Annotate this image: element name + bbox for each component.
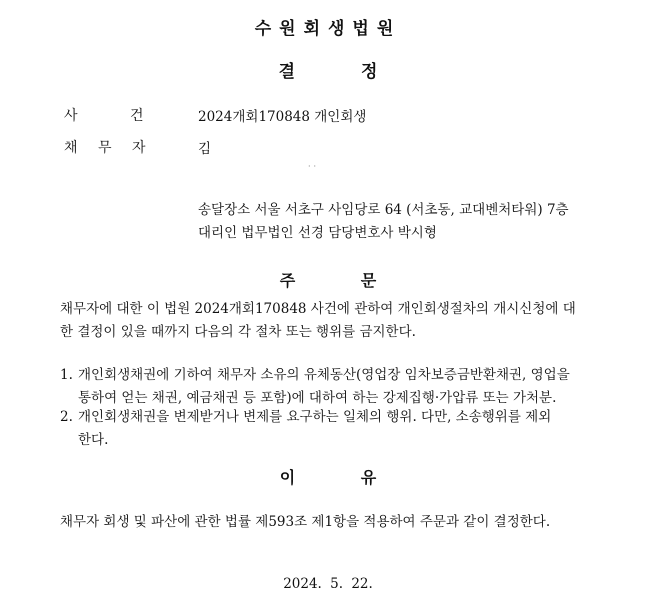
- delivery-address: 송달장소 서울 서초구 사임당로 64 (서초동, 교대벤처타워) 7층: [198, 202, 569, 218]
- debtor-name: 김: [198, 141, 212, 157]
- order-item-text: 개인회생채권에 기하여 채무자 소유의 유체동산(영업장 임차보증금반환채권, 영업을: [78, 367, 570, 383]
- case-number: 2024개회170848 개인회생: [198, 109, 367, 125]
- decision-date: 2024. 5. 22.: [283, 576, 373, 592]
- order-item-2-continuation: 한다.: [78, 432, 109, 448]
- order-intro-line-1: 채무자에 대한 이 법원 2024개회170848 사건에 관하여 개인회생절차의 개시신청에 대: [60, 301, 576, 317]
- debtor-label: 채 무 자: [64, 140, 146, 156]
- case-label: 사 건: [64, 108, 144, 124]
- order-item-number: 1.: [60, 367, 73, 383]
- reason-heading: 이 유: [279, 468, 377, 487]
- document-type-title: 결 정: [278, 62, 378, 82]
- order-item-2: [60, 406, 551, 429]
- court-name: 수원회생법원: [254, 19, 402, 39]
- order-item-1-continuation: 통하여 얻는 채권, 예금채권 등 포함)에 대하여 하는 강제집행·가압류 또는 가처분.: [78, 390, 557, 406]
- order-item-1: [60, 364, 570, 387]
- order-intro-line-2: 한 결정이 있을 때까지 다음의 각 절차 또는 행위를 금지한다.: [60, 324, 416, 340]
- reason-text: 채무자 회생 및 파산에 관한 법률 제593조 제1항을 적용하여 주문과 같이 결정한다.: [60, 514, 551, 530]
- order-heading: 주 문: [279, 271, 377, 290]
- redaction-mark: ··: [308, 162, 320, 171]
- order-item-text: 개인회생채권을 변제받거나 변제를 요구하는 일체의 행위. 다만, 소송행위를 제외: [78, 409, 552, 425]
- legal-agent: 대리인 법무법인 선경 담당변호사 박시형: [198, 225, 437, 241]
- order-item-number: 2.: [60, 409, 73, 425]
